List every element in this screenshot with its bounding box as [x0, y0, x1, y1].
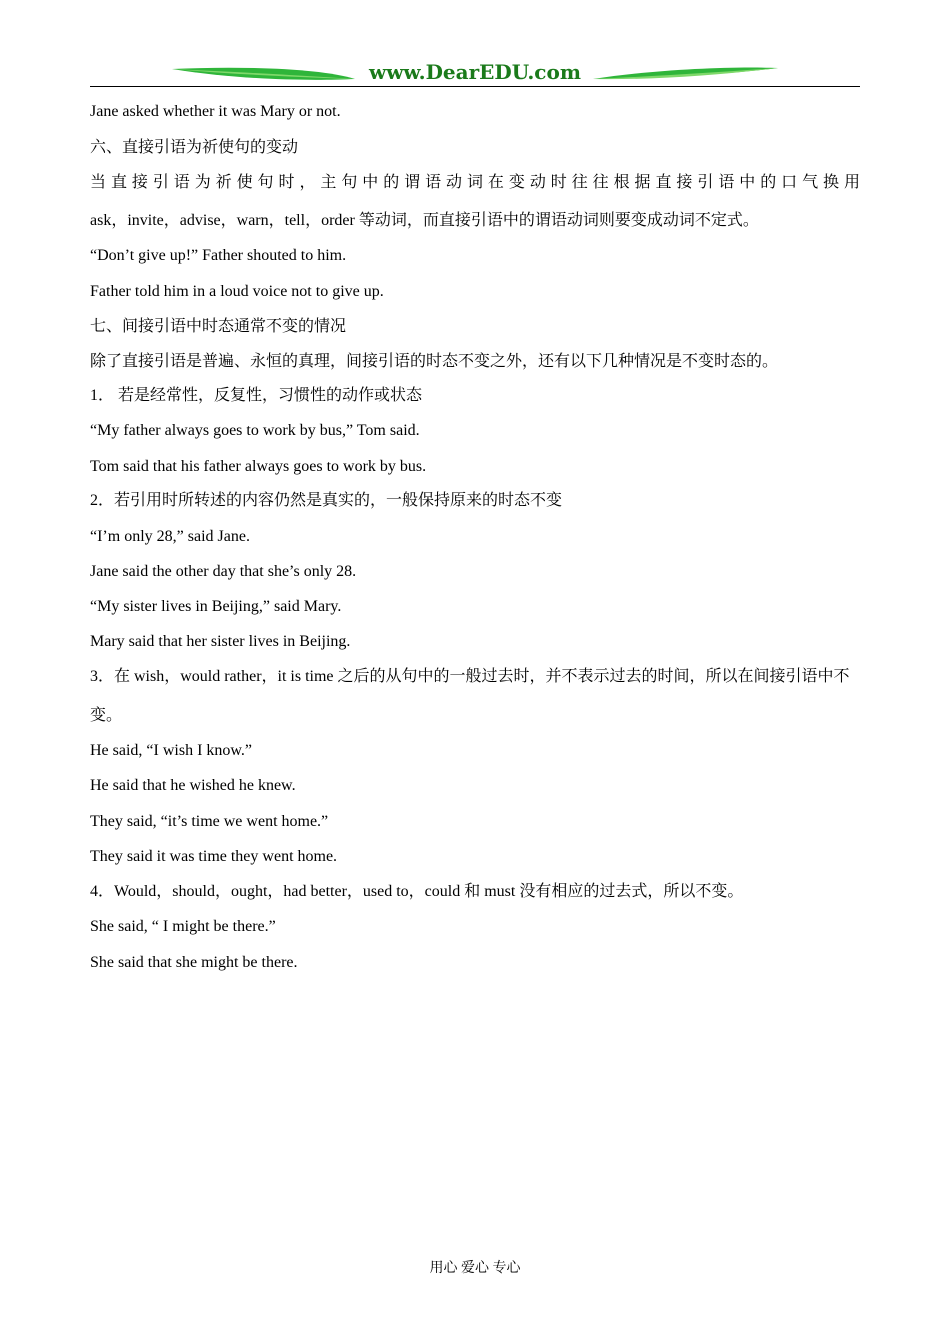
example-sentence: “I’m only 28,” said Jane. [90, 528, 250, 545]
example-sentence: She said that she might be there. [90, 954, 298, 971]
section-heading: 六、直接引语为祈使句的变动 [90, 139, 299, 156]
list-item: 2．若引用时所转述的内容仍然是真实的，一般保持原来的时态不变 [90, 492, 563, 509]
text-line: Jane asked whether it was Mary or not. [90, 103, 341, 120]
example-sentence: “Don’t give up!” Father shouted to him. [90, 247, 347, 264]
site-url: www.DearEDU.com [368, 60, 581, 84]
text-line: 变。 [90, 707, 123, 724]
list-item: 1． 若是经常性，反复性，习惯性的动作或状态 [90, 387, 423, 404]
list-item: 4．Would，should，ought，had better，used to，could 和 must 没有相应的过去式，所以不变。 [90, 883, 744, 900]
example-sentence: “My sister lives in Beijing,” said Mary. [90, 598, 342, 615]
example-sentence: He said, “I wish I know.” [90, 742, 253, 759]
page-footer: 用心 爱心 专心 [429, 1261, 521, 1276]
example-sentence: Jane said the other day that she’s only 28. [90, 563, 357, 580]
example-sentence: He said that he wished he knew. [90, 777, 296, 794]
example-sentence: Father told him in a loud voice not to give up. [90, 283, 384, 300]
example-sentence: She said, “ I might be there.” [90, 918, 276, 935]
text-line: 除了直接引语是普遍、永恒的真理，间接引语的时态不变之外，还有以下几种情况是不变时态的。 [90, 353, 779, 370]
example-sentence: Mary said that her sister lives in Beijing. [90, 633, 351, 650]
example-sentence: “My father always goes to work by bus,” Tom said. [90, 422, 420, 439]
list-item: 3．在 wish，would rather，it is time 之后的从句中的一般过去时，并不表示过去的时间，所以在间接引语中不 [90, 668, 850, 685]
text-line: ask，invite，advise，warn，tell，order 等动词，而直接引语中的谓语动词则要变成动词不定式。 [90, 212, 759, 229]
example-sentence: They said it was time they went home. [90, 848, 338, 865]
header-divider [90, 86, 860, 87]
example-sentence: They said, “it’s time we went home.” [90, 813, 329, 830]
section-heading: 七、间接引语中时态通常不变的情况 [90, 318, 347, 335]
text-line: 当直接引语为祈使句时，主句中的谓语动词在变动时往往根据直接引语中的口气换用 [90, 174, 860, 191]
example-sentence: Tom said that his father always goes to work by bus. [90, 458, 427, 475]
